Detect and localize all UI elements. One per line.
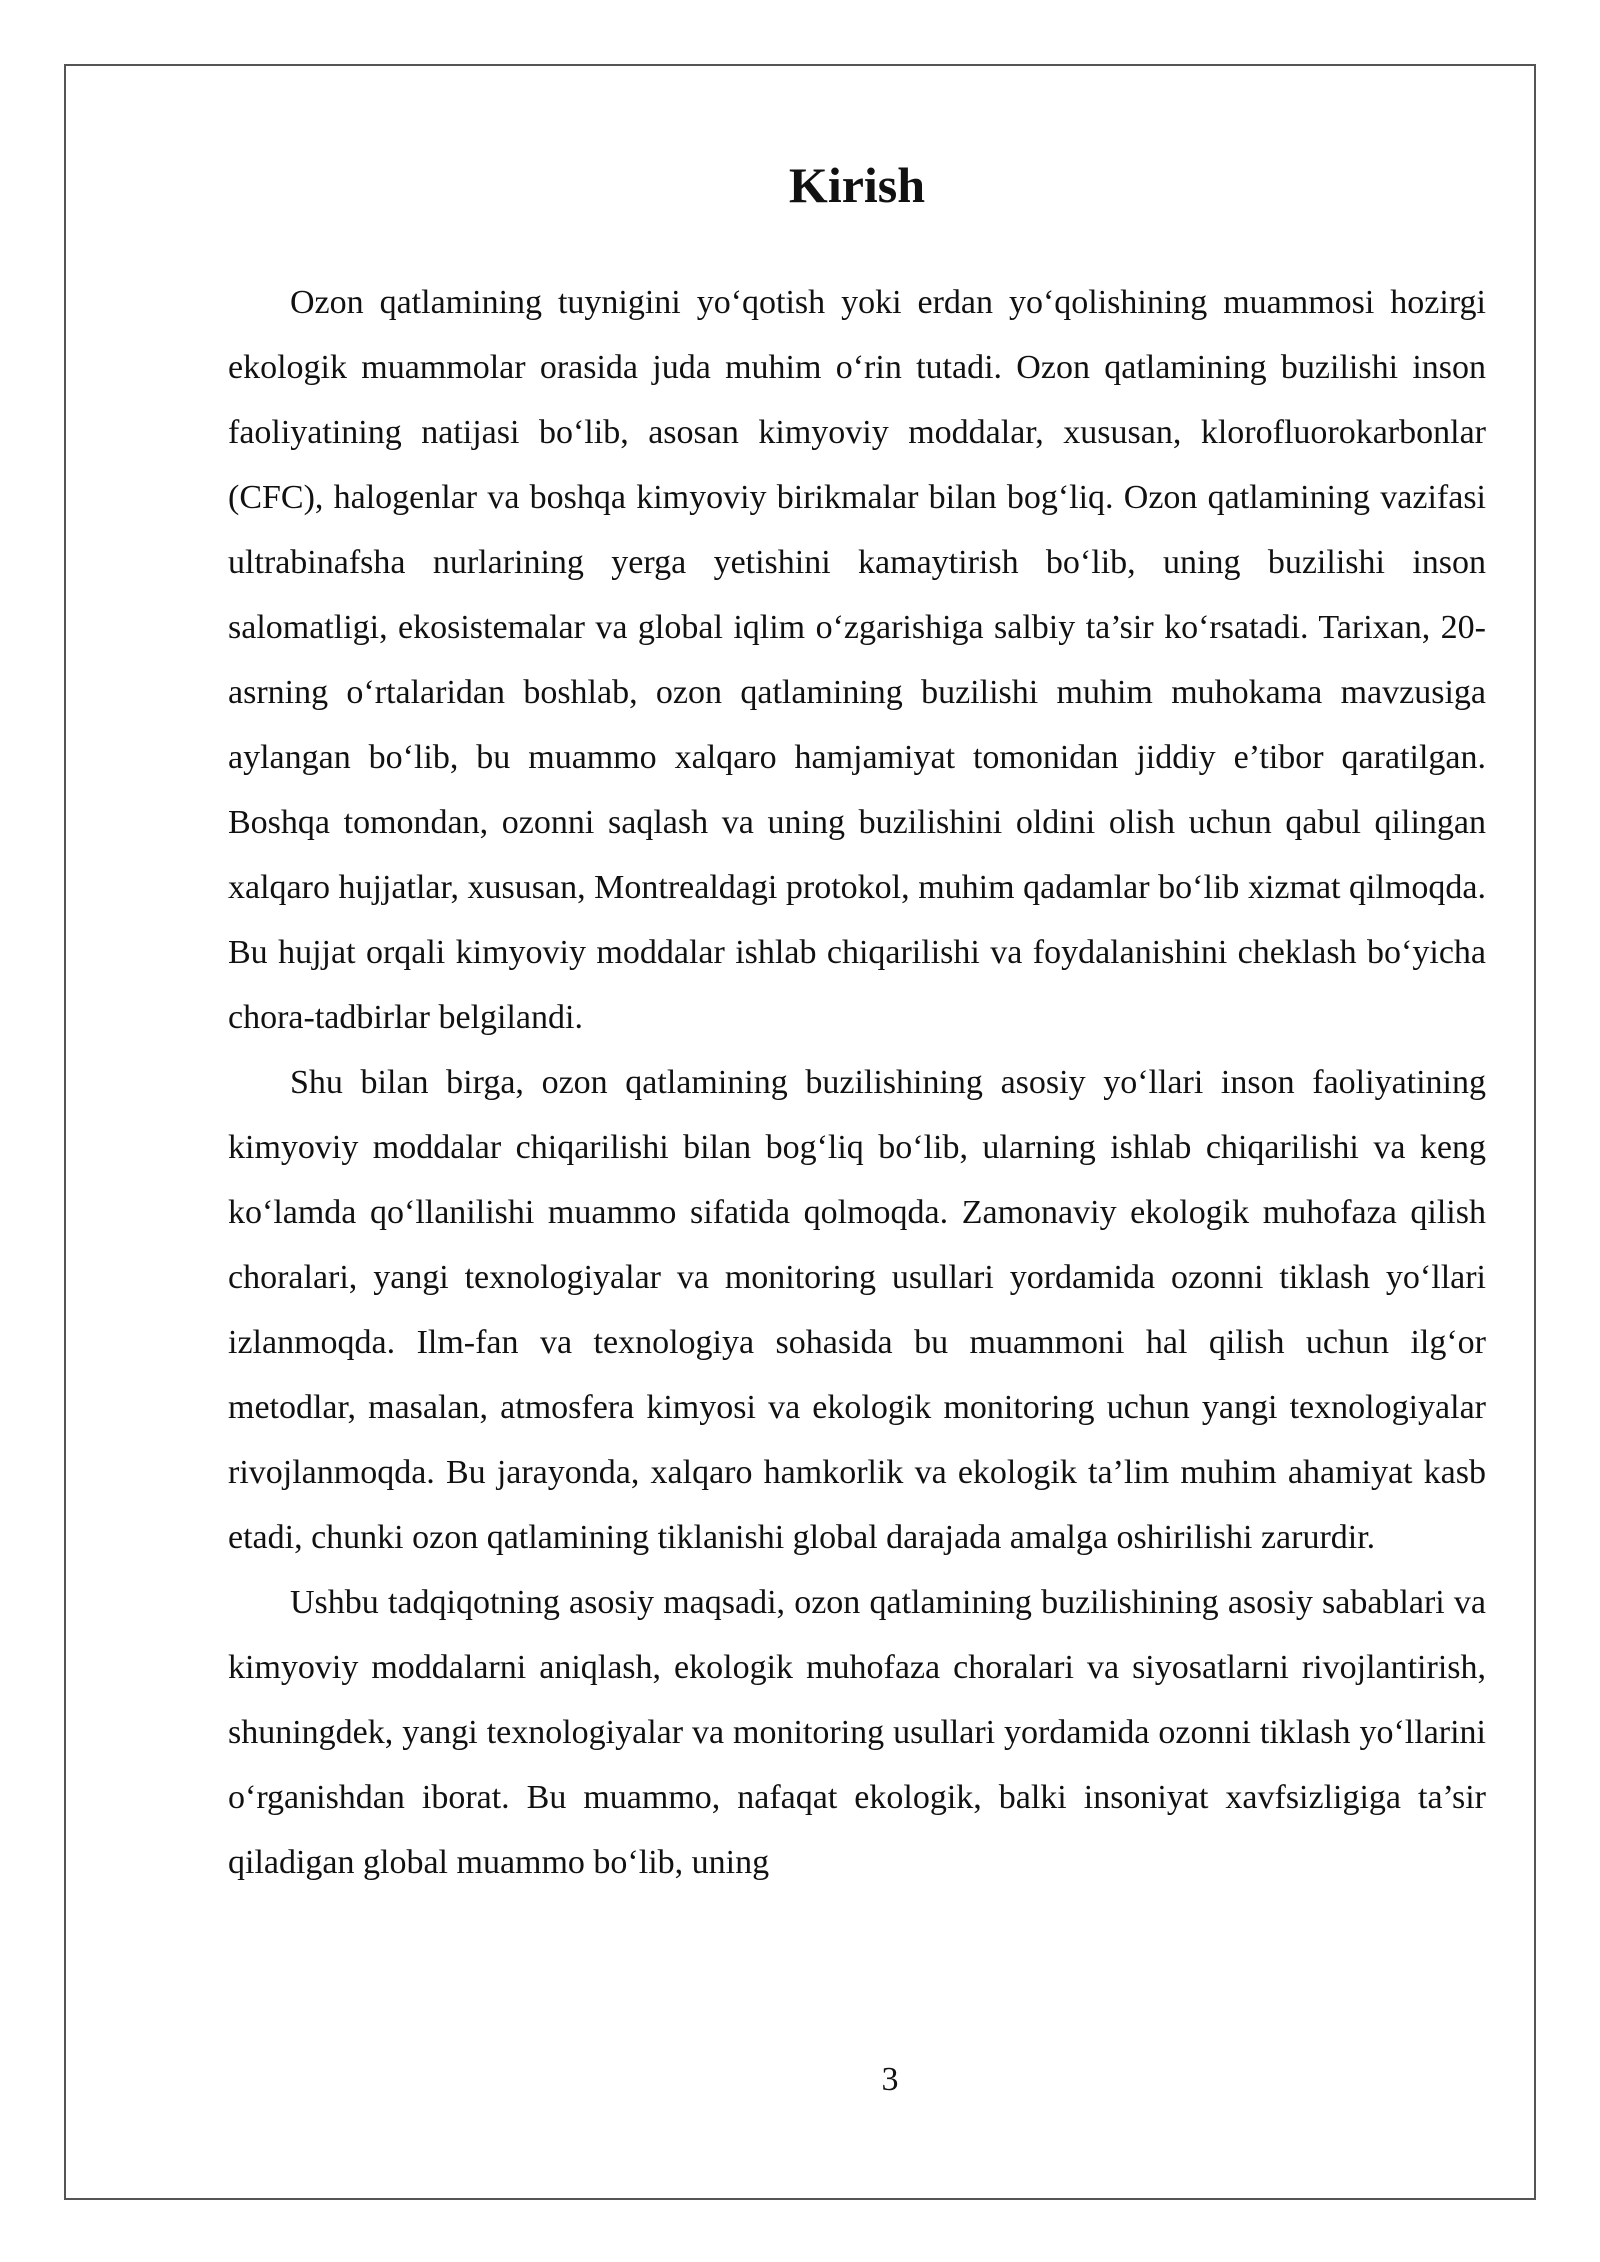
- paragraph-2: Shu bilan birga, ozon qatlamining buzilishining asosiy yo‘llari inson faoliyatining kimyoviy moddalar chiqarilishi bilan bog‘liq bo‘lib, ularning ishlab chiqarilishi va keng ko‘lamda qo‘llanilishi muammo sifatida qolmoqda. Zamonaviy ekologik muhofaza qilish choralari, yangi texnologiyalar va monitoring usullari yordamida ozonni tiklash yo‘llari izlanmoqda. Ilm-fan va texnologiya sohasida bu muammoni hal qilish uchun ilg‘or metodlar, masalan, atmosfera kimyosi va ekologik monitoring uchun yangi texnologiyalar rivojlanmoqda. Bu jarayonda, xalqaro hamkorlik va ekologik ta’lim muhim ahamiyat kasb etadi, chunki ozon qatlamining tiklanishi global darajada amalga oshirilishi zarurdir.: [228, 1064, 1486, 1556]
- paragraph-3: Ushbu tadqiqotning asosiy maqsadi, ozon qatlamining buzilishining asosiy sabablari va kimyoviy moddalarni aniqlash, ekologik muhofaza choralari va siyosatlarni rivojlantirish, shuningdek, yangi texnologiyalar va monitoring usullari yordamida ozonni tiklash yo‘llarini o‘rganishdan iborat. Bu muammo, nafaqat ekologik, balki insoniyat xavfsizligiga ta’sir qiladigan global muammo bo‘lib, uning: [228, 1584, 1486, 1881]
- paragraph-1: Ozon qatlamining tuynigini yo‘qotish yoki erdan yo‘qolishining muammosi hozirgi ekologik muammolar orasida juda muhim o‘rin tutadi. Ozon qatlamining buzilishi inson faoliyatining natijasi bo‘lib, asosan kimyoviy moddalar, xususan, klorofluorokarbonlar (CFC), halogenlar va boshqa kimyoviy birikmalar bilan bog‘liq. Ozon qatlamining vazifasi ultrabinafsha nurlarining yerga yetishini kamaytirish bo‘lib, uning buzilishi inson salomatligi, ekosistemalar va global iqlim o‘zgarishiga salbiy ta’sir ko‘rsatadi. Tarixan, 20-asrning o‘rtalaridan boshlab, ozon qatlamining buzilishi muhim muhokama mavzusiga aylangan bo‘lib, bu muammo xalqaro hamjamiyat tomonidan jiddiy e’tibor qaratilgan. Boshqa tomondan, ozonni saqlash va uning buzilishini oldini olish uchun qabul qilingan xalqaro hujjatlar, xususan, Montrealdagi protokol, muhim qadamlar bo‘lib xizmat qilmoqda. Bu hujjat orqali kimyoviy moddalar ishlab chiqarilishi va foydalanishini cheklash bo‘yicha chora-tadbirlar belgilandi.: [228, 284, 1486, 1036]
- page-content: [228, 150, 1486, 1895]
- page-number: 3: [881, 2061, 899, 2098]
- page-title: Kirish: [788, 157, 926, 213]
